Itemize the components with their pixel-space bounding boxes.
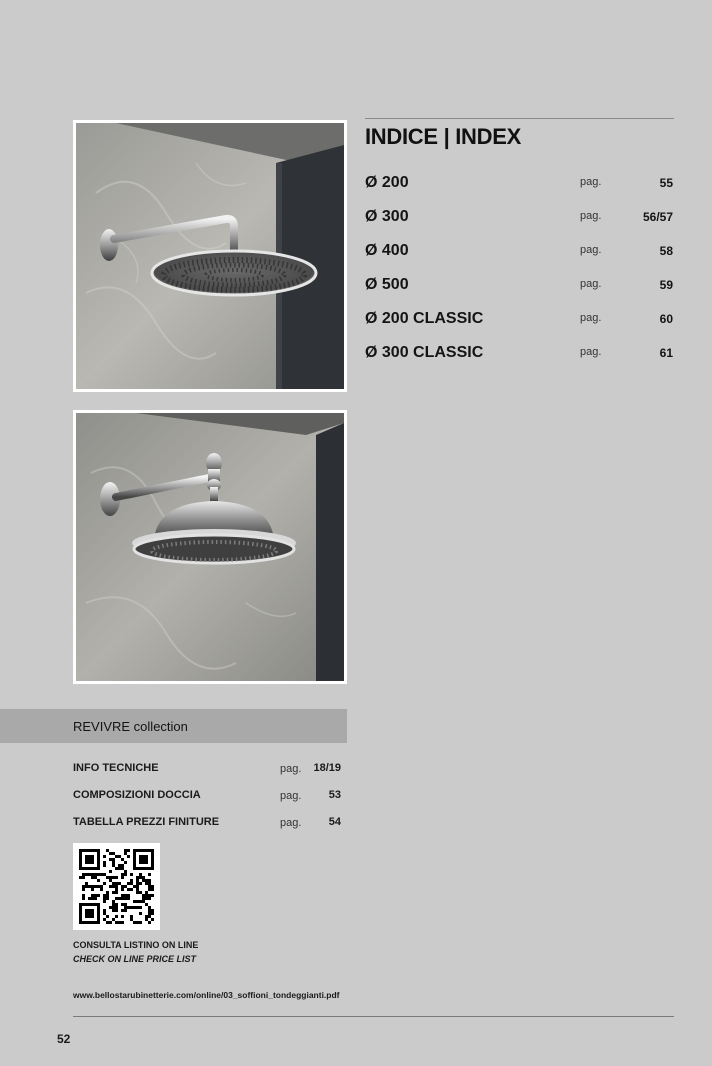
index-entry-label: Ø 200: [365, 174, 409, 191]
index-entry-label: Ø 500: [365, 276, 409, 293]
index-entry: [365, 306, 674, 340]
collection-info-label: COMPOSIZIONI DOCCIA: [73, 789, 201, 801]
collection-info-page: 18/19: [313, 762, 341, 774]
index-entry-pag: pag.: [580, 312, 602, 324]
index-title: INDICE | INDEX: [365, 124, 521, 149]
index-entry-label: Ø 300: [365, 208, 409, 225]
index-entry: [365, 170, 674, 204]
price-list-url[interactable]: www.bellostarubinetterie.com/online/03_soffioni_tondeggianti.pdf: [73, 990, 340, 1000]
qr-code[interactable]: [73, 843, 160, 930]
index-entry-pag: pag.: [580, 278, 602, 290]
collection-info-page: 53: [328, 789, 341, 801]
index-entry: [365, 272, 674, 306]
collection-info-item: [73, 762, 341, 789]
index-entry-page: 60: [659, 312, 673, 326]
collection-info-item: [73, 816, 341, 843]
classic-shower-head-photo: [73, 410, 347, 684]
collection-info-label: TABELLA PREZZI FINITURE: [73, 816, 220, 828]
index-entry-label: Ø 200 CLASSIC: [365, 310, 484, 327]
round-shower-head-photo: [73, 120, 347, 392]
index-entry: [365, 340, 674, 374]
bottom-rule: [73, 1016, 674, 1017]
consult-price-list-text: CONSULTA LISTINO ON LINE: [73, 940, 199, 950]
index-entry-label: Ø 400: [365, 242, 409, 259]
index-entry-pag: pag.: [580, 244, 602, 256]
collection-bar: [0, 709, 347, 743]
index-top-rule: [365, 118, 674, 119]
index-entry-pag: pag.: [580, 210, 602, 222]
collection-title: REVIVRE collection: [73, 719, 188, 734]
index-entry-page: 55: [659, 176, 673, 190]
index-entry-page: 61: [659, 346, 673, 360]
index-list: [365, 170, 674, 374]
page-number: 52: [57, 1032, 71, 1046]
collection-info-label: INFO TECNICHE: [73, 762, 159, 774]
collection-info-pag: pag.: [280, 763, 302, 775]
index-entry-page: 56/57: [642, 210, 673, 224]
index-entry: [365, 204, 674, 238]
check-price-list-text: CHECK ON LINE PRICE LIST: [73, 954, 197, 964]
index-entry: [365, 238, 674, 272]
collection-info-pag: pag.: [280, 817, 302, 829]
collection-info-list: [73, 762, 341, 843]
collection-info-item: [73, 789, 341, 816]
index-entry-pag: pag.: [580, 346, 602, 358]
collection-info-pag: pag.: [280, 790, 302, 802]
index-entry-page: 59: [659, 278, 673, 292]
index-entry-pag: pag.: [580, 176, 602, 188]
collection-info-page: 54: [328, 816, 341, 828]
index-entry-page: 58: [659, 244, 673, 258]
index-entry-label: Ø 300 CLASSIC: [365, 344, 484, 361]
